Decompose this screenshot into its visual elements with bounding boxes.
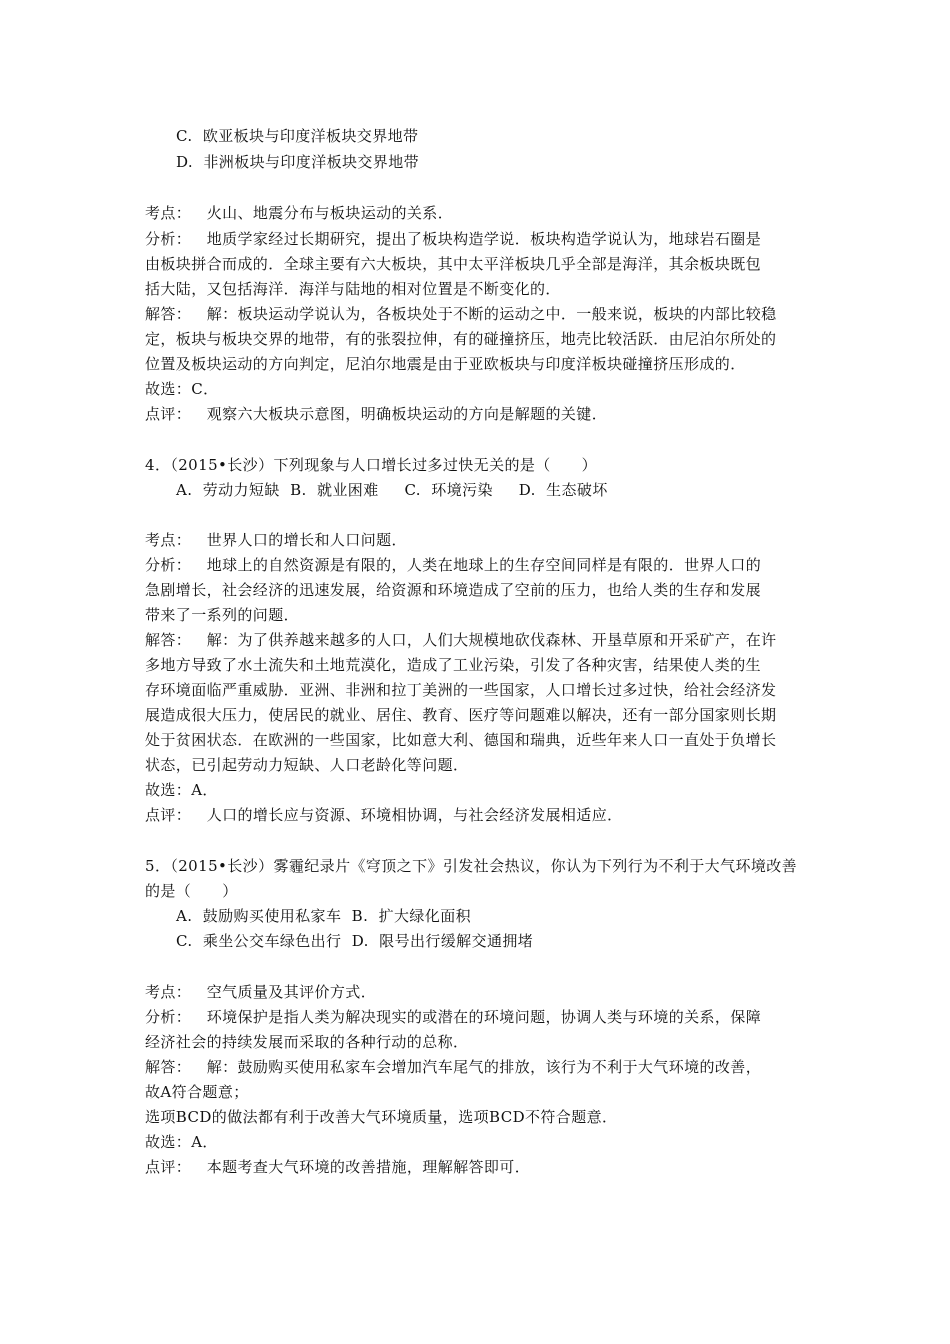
- q4-jieda-line: 多地方导致了水土流失和土地荒漠化，造成了工业污染，引发了各种灾害，结果使人类的生: [145, 656, 762, 674]
- q4-answer: 故选：A．: [145, 781, 218, 799]
- q4-jieda-line: 处于贫困状态．在欧洲的一些国家，比如意大利、德国和瑞典，近些年来人口一直处于负增长: [145, 731, 777, 749]
- q3-answer: 故选：C．: [145, 380, 219, 398]
- q5-stem-line: 的是（ ）: [145, 882, 238, 900]
- q3-option-c: C. 欧亚板块与印度洋板块交界地带: [176, 127, 419, 145]
- q5-kaodian: 考点： 空气质量及其评价方式．: [145, 983, 377, 1001]
- q5-fenxi-line: 经济社会的持续发展而采取的各种行动的总称．: [145, 1033, 469, 1051]
- q4-fenxi-line: 急剧增长，社会经济的迅速发展，给资源和环境造成了空前的压力，也给人类的生存和发展: [145, 581, 762, 599]
- q5-stem-line: 5．（2015•长沙）雾霾纪录片《穹顶之下》引发社会热议，你认为下列行为不利于大气环境改善: [145, 857, 798, 875]
- q4-options: A. 劳动力短缺 B. 就业困难 C. 环境污染 D. 生态破坏: [176, 481, 608, 499]
- q3-fenxi-line: 括大陆，又包括海洋．海洋与陆地的相对位置是不断变化的．: [145, 280, 561, 298]
- q4-jieda-line: 状态，已引起劳动力短缺、人口老龄化等问题．: [145, 756, 469, 774]
- q3-jieda-line: 定，板块与板块交界的地带，有的张裂拉伸，有的碰撞挤压，地壳比较活跃．由尼泊尔所处的: [145, 330, 777, 348]
- q4-jieda-line: 存环境面临严重威胁．亚洲、非洲和拉丁美洲的一些国家，人口增长过多过快，给社会经济发: [145, 681, 777, 699]
- q3-fenxi-line: 由板块拼合而成的．全球主要有六大板块，其中太平洋板块几乎全部是海洋，其余板块既包: [145, 255, 762, 273]
- q3-fenxi-line: 分析： 地质学家经过长期研究，提出了板块构造学说．板块构造学说认为，地球岩石圈是: [145, 230, 762, 248]
- q5-jieda-line: 解答： 解：鼓励购买使用私家车会增加汽车尾气的排放，该行为不利于大气环境的改善，: [145, 1058, 762, 1076]
- q4-fenxi-line: 分析： 地球上的自然资源是有限的，人类在地球上的生存空间同样是有限的．世界人口的: [145, 556, 762, 574]
- q3-option-d: D. 非洲板块与印度洋板块交界地带: [176, 153, 419, 171]
- q5-dianping: 点评： 本题考查大气环境的改善措施，理解解答即可．: [145, 1158, 531, 1176]
- q3-kaodian: 考点： 火山、地震分布与板块运动的关系．: [145, 204, 454, 222]
- q4-dianping: 点评： 人口的增长应与资源、环境相协调，与社会经济发展相适应．: [145, 806, 623, 824]
- q3-jieda-line: 位置及板块运动的方向判定，尼泊尔地震是由于亚欧板块与印度洋板块碰撞挤压形成的．: [145, 355, 746, 373]
- q5-jieda-line: 选项BCD的做法都有利于改善大气环境质量，选项BCD不符合题意．: [145, 1108, 618, 1126]
- q5-answer: 故选：A．: [145, 1133, 218, 1151]
- q5-options-line: C. 乘坐公交车绿色出行 D. 限号出行缓解交通拥堵: [176, 932, 534, 950]
- q3-dianping: 点评： 观察六大板块示意图，明确板块运动的方向是解题的关键．: [145, 405, 608, 423]
- q4-jieda-line: 展造成很大压力，使居民的就业、居住、教育、医疗等问题难以解决，还有一部分国家则长期: [145, 706, 777, 724]
- q4-stem: 4．（2015•长沙）下列现象与人口增长过多过快无关的是（ ）: [145, 456, 598, 474]
- q4-kaodian: 考点： 世界人口的增长和人口问题．: [145, 531, 407, 549]
- q5-jieda-line: 故A符合题意；: [145, 1083, 249, 1101]
- q5-options-line: A. 鼓励购买使用私家车 B. 扩大绿化面积: [176, 907, 472, 925]
- q5-fenxi-line: 分析： 环境保护是指人类为解决现实的或潜在的环境问题，协调人类与环境的关系，保障: [145, 1008, 762, 1026]
- q3-jieda-line: 解答： 解：板块运动学说认为，各板块处于不断的运动之中．一般来说，板块的内部比较稳: [145, 305, 777, 323]
- q4-jieda-line: 解答： 解：为了供养越来越多的人口，人们大规模地砍伐森林、开垦草原和开采矿产，在许: [145, 631, 777, 649]
- q4-fenxi-line: 带来了一系列的问题．: [145, 606, 300, 624]
